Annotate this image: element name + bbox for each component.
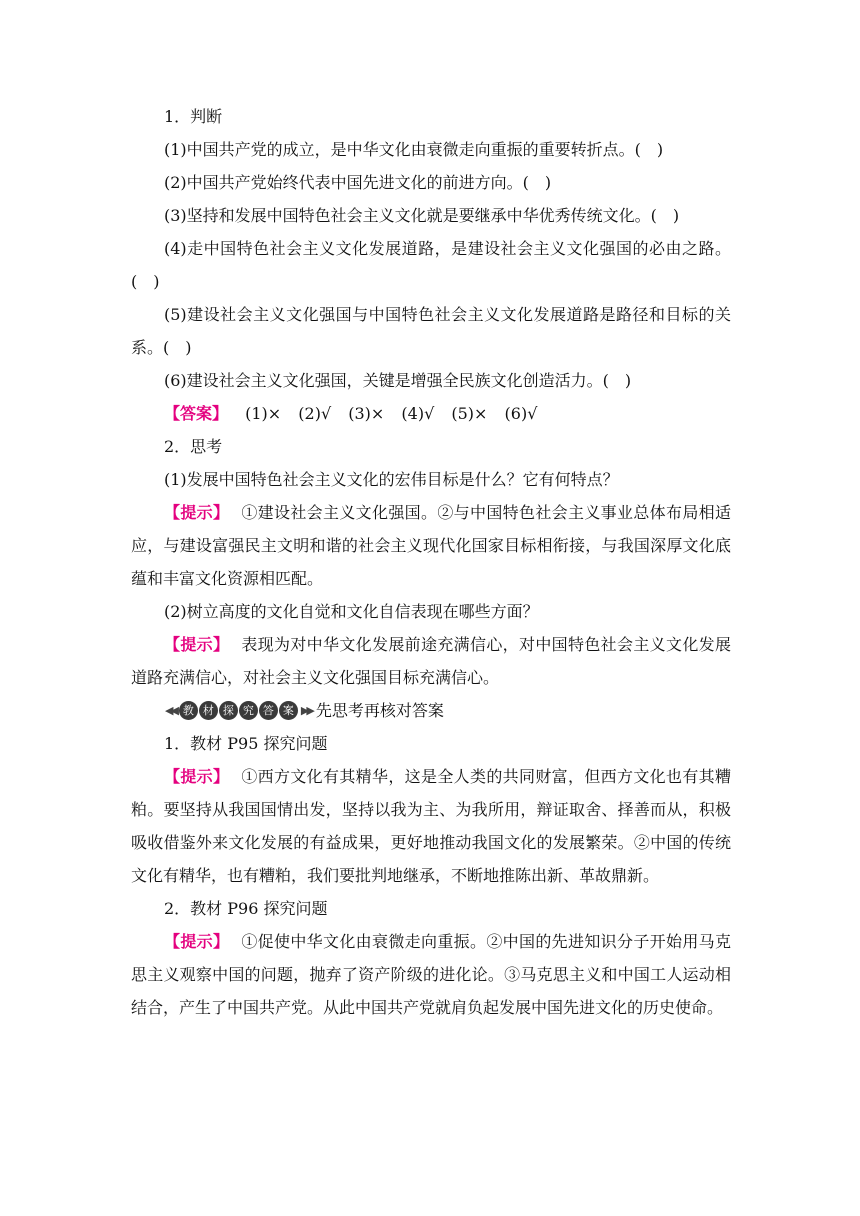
hint-text: ①建设社会主义文化强国。②与中国特色社会主义事业总体布局相适应，与建设富强民主文明和谐的社会主义现代化国家目标相衔接，与我国深厚文化底蕴和丰富文化资源相匹配。 — [131, 503, 731, 588]
hint-label: 【提示】 — [164, 932, 230, 951]
judge-item-3: (3)坚持和发展中国特色社会主义文化就是要继承中华优秀传统文化。( ) — [164, 206, 680, 225]
answer-1: (1)× — [245, 404, 282, 423]
answer-line — [131, 397, 731, 430]
hint-text: ①西方文化有其精华，这是全人类的共同财富，但西方文化也有其糟粕。要坚持从我国国情出发，坚持以我为主、为我所用，辩证取舍、择善而从，积极吸收借鉴外来文化发展的有益成果，更好地推动我国文化的发展繁荣。②中国的传统文化有精华，也有糟粕，我们要批判地继承，不断地推陈出新、革故鼎新。 — [131, 767, 731, 885]
banner-badge: 教 — [179, 701, 198, 720]
think-question-1: (1)发展中国特色社会主义文化的宏伟目标是什么？它有何特点？ — [164, 470, 619, 489]
think-question-2: (2)树立高度的文化自觉和文化自信表现在哪些方面？ — [164, 602, 539, 621]
judge-item-2: (2)中国共产党始终代表中国先进文化的前进方向。( ) — [164, 173, 552, 192]
section-banner — [131, 694, 731, 727]
p95-hint — [131, 760, 731, 892]
section-heading-p96: 2．教材 P96 探究问题 — [164, 899, 328, 918]
think-hint-2 — [131, 628, 731, 694]
banner-badges — [179, 701, 299, 720]
page-content — [131, 100, 731, 1024]
section-heading-judge: 1．判断 — [164, 107, 223, 126]
hint-label: 【提示】 — [164, 635, 230, 654]
banner-badge: 答 — [259, 701, 278, 720]
answer-6: (6)√ — [504, 404, 538, 423]
judge-item-4: (4)走中国特色社会主义文化发展道路，是建设社会主义文化强国的必由之路。( ) — [131, 239, 731, 291]
answer-4: (4)√ — [401, 404, 435, 423]
answer-5: (5)× — [451, 404, 488, 423]
p96-hint — [131, 925, 731, 1024]
judge-item-6: (6)建设社会主义文化强国，关键是增强全民族文化创造活力。( ) — [164, 371, 632, 390]
judge-item-5: (5)建设社会主义文化强国与中国特色社会主义文化发展道路是路径和目标的关系。( ) — [131, 305, 731, 357]
banner-badge: 究 — [239, 701, 258, 720]
hint-text: 表现为对中华文化发展前途充满信心，对中国特色社会主义文化发展道路充满信心，对社会主义文化强国目标充满信心。 — [131, 635, 731, 687]
hint-text: ①促使中华文化由衰微走向重振。②中国的先进知识分子开始用马克思主义观察中国的问题，抛弃了资产阶级的进化论。③马克思主义和中国工人运动相结合，产生了中国共产党。从此中国共产党就肩负起发展中国先进文化的历史使命。 — [131, 932, 731, 1017]
think-hint-1 — [131, 496, 731, 595]
banner-badge: 案 — [279, 701, 298, 720]
section-heading-p95: 1．教材 P95 探究问题 — [164, 734, 328, 753]
answer-label: 【答案】 — [164, 404, 229, 423]
hint-label: 【提示】 — [164, 767, 230, 786]
answer-2: (2)√ — [298, 404, 332, 423]
double-chevron-left-icon: ◀◀ — [165, 704, 176, 717]
banner-badge: 材 — [199, 701, 218, 720]
double-chevron-right-icon: ▶▶ — [300, 704, 312, 717]
hint-label: 【提示】 — [164, 503, 230, 522]
banner-text: 先思考再核对答案 — [315, 701, 444, 720]
banner-badge: 探 — [219, 701, 238, 720]
answer-3: (3)× — [348, 404, 385, 423]
section-heading-think: 2．思考 — [164, 437, 223, 456]
judge-item-1: (1)中国共产党的成立，是中华文化由衰微走向重振的重要转折点。( ) — [164, 140, 664, 159]
